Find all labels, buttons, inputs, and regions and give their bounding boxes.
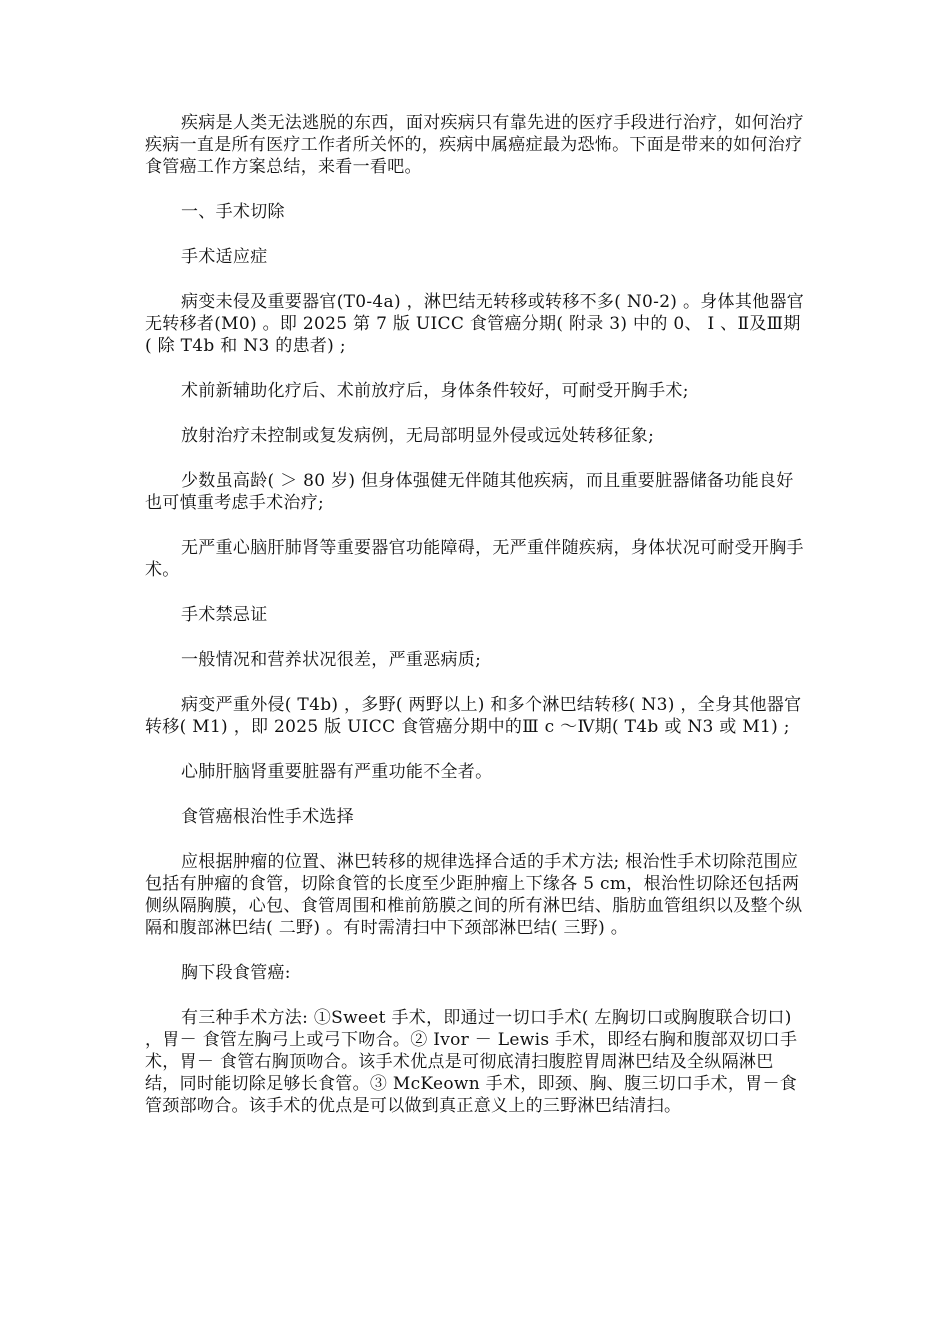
subheading-radical-surgery: 食管癌根治性手术选择	[181, 807, 354, 827]
indication-item: 无严重心脑肝肺肾等重要器官功能障碍，无严重伴随疾病，身体状况可耐受开胸手术。	[145, 538, 804, 580]
subheading-indications: 手术适应症	[181, 247, 268, 267]
contraindication-item: 病变严重外侵( T4b) ，多野( 两野以上) 和多个淋巴结转移( N3) ，全身其他器官转移( M1) ，即 2025 版 UICC 食管癌分期中的Ⅲ c ～Ⅳ期( T4b 或 N3 或 M1) ;	[145, 695, 802, 737]
radical-surgery-paragraph: 应根据肿瘤的位置、淋巴转移的规律选择合适的手术方法; 根治性手术切除范围应包括有肿瘤的食管，切除食管的长度至少距肿瘤上下缘各 5 cm，根治性切除还包括两侧纵隔胸膜，心包、食管周围和椎前筋膜之间的所有淋巴结、脂肪血管组织以及整个纵隔和腹部淋巴结( 二野) 。有时需清扫中下颈部淋巴结( 三野) 。	[145, 852, 803, 938]
subheading-lower-thoracic: 胸下段食管癌:	[181, 963, 291, 983]
contraindication-item: 心肺肝脑肾重要脏器有严重功能不全者。	[181, 762, 493, 782]
indication-item: 少数虽高龄( ＞ 80 岁) 但身体强健无伴随其他疾病，而且重要脏器储备功能良好也可慎重考虑手术治疗;	[145, 471, 794, 513]
indication-item: 术前新辅助化疗后、术前放疗后，身体条件较好，可耐受开胸手术;	[181, 381, 689, 401]
indication-item: 病变未侵及重要器官(T0-4a) ，淋巴结无转移或转移不多( N0-2) 。身体其他器官无转移者(M0) 。即 2025 第 7 版 UICC 食管癌分期( 附录 3) 中的 0、 Ⅰ 、Ⅱ及Ⅲ期( 除 T4b 和 N3 的患者) ;	[145, 292, 805, 356]
surgical-methods-paragraph: 有三种手术方法: ①Sweet 手术，即通过一切口手术( 左胸切口或胸腹联合切口) ，胃－ 食管左胸弓上或弓下吻合。② Ivor － Lewis 手术，即经右胸和腹部双切口手术，胃－ 食管右胸顶吻合。该手术优点是可彻底清扫腹腔胃周淋巴结及全纵隔淋巴结，同时能切除足够长食管。③ McKeown 手术，即颈、胸、腹三切口手术，胃－食管颈部吻合。该手术的优点是可以做到真正意义上的三野淋巴结清扫。	[145, 1008, 798, 1116]
document-body	[145, 112, 805, 1117]
indication-item: 放射治疗未控制或复发病例，无局部明显外侵或远处转移征象;	[181, 426, 655, 446]
section-heading-surgery: 一、手术切除	[181, 202, 285, 222]
contraindication-item: 一般情况和营养状况很差，严重恶病质;	[181, 650, 482, 670]
subheading-contraindications: 手术禁忌证	[181, 605, 268, 625]
intro-paragraph: 疾病是人类无法逃脱的东西，面对疾病只有靠先进的医疗手段进行治疗，如何治疗疾病一直是所有医疗工作者所关怀的，疾病中属癌症最为恐怖。下面是带来的如何治疗食管癌工作方案总结，来看一看吧。	[145, 113, 804, 177]
